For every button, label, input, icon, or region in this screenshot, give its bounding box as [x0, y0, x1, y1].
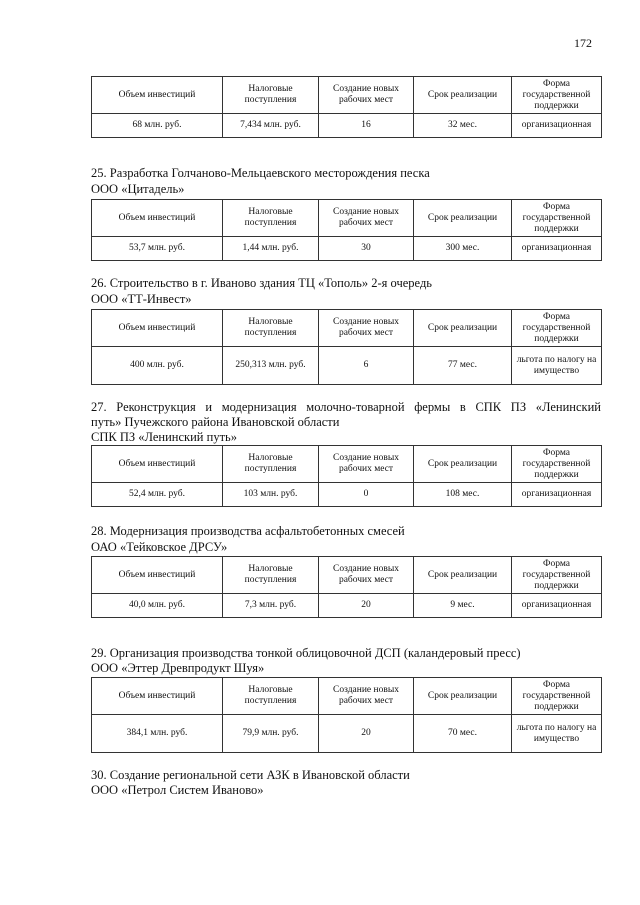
project-title-25: 25. Разработка Голчаново-Мельцаевского месторождения песка [91, 166, 430, 180]
cell-jobs: 20 [319, 715, 414, 753]
header-jobs: Создание новых рабочих мест [319, 77, 414, 114]
cell-investment: 40,0 млн. руб. [92, 594, 223, 618]
cell-support: организационная [512, 594, 602, 618]
table-row [92, 483, 602, 507]
investment-table-28 [91, 556, 602, 618]
cell-tax: 1,44 млн. руб. [223, 237, 319, 261]
header-investment: Объем инвестиций [92, 446, 223, 483]
header-term: Срок реализации [414, 557, 512, 594]
header-support: Форма государственной поддержки [512, 77, 602, 114]
header-investment: Объем инвестиций [92, 77, 223, 114]
company-name-29: ООО «Эттер Древпродукт Шуя» [91, 661, 265, 675]
table-row [92, 594, 602, 618]
investment-table-25 [91, 199, 602, 261]
header-jobs: Создание новых рабочих мест [319, 678, 414, 715]
header-jobs: Создание новых рабочих мест [319, 557, 414, 594]
cell-tax: 7,434 млн. руб. [223, 114, 319, 138]
cell-term: 77 мес. [414, 347, 512, 385]
header-jobs: Создание новых рабочих мест [319, 446, 414, 483]
investment-table-29 [91, 677, 602, 753]
header-term: Срок реализации [414, 200, 512, 237]
header-tax: Налоговые поступления [223, 200, 319, 237]
cell-investment: 68 млн. руб. [92, 114, 223, 138]
investment-table-26 [91, 309, 602, 385]
header-tax: Налоговые поступления [223, 446, 319, 483]
header-tax: Налоговые поступления [223, 310, 319, 347]
cell-jobs: 6 [319, 347, 414, 385]
cell-investment: 53,7 млн. руб. [92, 237, 223, 261]
investment-table-0 [91, 76, 602, 138]
company-name-27: СПК ПЗ «Ленинский путь» [91, 430, 237, 444]
table-header-row [92, 446, 602, 483]
table-row [92, 715, 602, 753]
header-tax: Налоговые поступления [223, 557, 319, 594]
cell-term: 108 мес. [414, 483, 512, 507]
header-term: Срок реализации [414, 446, 512, 483]
cell-support: организационная [512, 483, 602, 507]
header-support: Форма государственной поддержки [512, 310, 602, 347]
table-header-row [92, 557, 602, 594]
cell-support: льгота по налогу на имущество [512, 715, 602, 753]
cell-support: организационная [512, 114, 602, 138]
investment-table-27 [91, 445, 602, 507]
header-term: Срок реализации [414, 678, 512, 715]
page-number: 172 [574, 36, 592, 50]
table-row [92, 114, 602, 138]
cell-investment: 400 млн. руб. [92, 347, 223, 385]
cell-support: льгота по налогу на имущество [512, 347, 602, 385]
company-name-28: ОАО «Тейковское ДРСУ» [91, 540, 228, 554]
cell-investment: 384,1 млн. руб. [92, 715, 223, 753]
project-title-28: 28. Модернизация производства асфальтобетонных смесей [91, 524, 405, 538]
cell-jobs: 16 [319, 114, 414, 138]
project-title-27: 27. Реконструкция и модернизация молочно-товарной фермы в СПК ПЗ «Ленинский [91, 400, 601, 414]
header-investment: Объем инвестиций [92, 200, 223, 237]
table-header-row [92, 678, 602, 715]
table-header-row [92, 77, 602, 114]
header-term: Срок реализации [414, 310, 512, 347]
cell-jobs: 0 [319, 483, 414, 507]
cell-jobs: 20 [319, 594, 414, 618]
cell-jobs: 30 [319, 237, 414, 261]
header-tax: Налоговые поступления [223, 678, 319, 715]
table-row [92, 347, 602, 385]
table-header-row [92, 200, 602, 237]
header-support: Форма государственной поддержки [512, 446, 602, 483]
cell-term: 300 мес. [414, 237, 512, 261]
cell-tax: 79,9 млн. руб. [223, 715, 319, 753]
table-header-row [92, 310, 602, 347]
project-title-27-cont: путь» Пучежского района Ивановской области [91, 415, 340, 429]
header-support: Форма государственной поддержки [512, 557, 602, 594]
cell-term: 32 мес. [414, 114, 512, 138]
cell-tax: 7,3 млн. руб. [223, 594, 319, 618]
project-title-26: 26. Строительство в г. Иваново здания ТЦ «Тополь» 2-я очередь [91, 276, 433, 290]
company-name-25: ООО «Цитадель» [91, 182, 185, 196]
table-row [92, 237, 602, 261]
header-term: Срок реализации [414, 77, 512, 114]
header-tax: Налоговые поступления [223, 77, 319, 114]
header-jobs: Создание новых рабочих мест [319, 200, 414, 237]
cell-support: организационная [512, 237, 602, 261]
header-support: Форма государственной поддержки [512, 200, 602, 237]
header-support: Форма государственной поддержки [512, 678, 602, 715]
project-title-30: 30. Создание региональной сети АЗК в Ивановской области [91, 768, 410, 782]
company-name-30: ООО «Петрол Систем Иваново» [91, 783, 264, 797]
project-title-29: 29. Организация производства тонкой облицовочной ДСП (каландеровый пресс) [91, 646, 521, 660]
header-jobs: Создание новых рабочих мест [319, 310, 414, 347]
header-investment: Объем инвестиций [92, 557, 223, 594]
cell-term: 9 мес. [414, 594, 512, 618]
header-investment: Объем инвестиций [92, 310, 223, 347]
cell-tax: 250,313 млн. руб. [223, 347, 319, 385]
header-investment: Объем инвестиций [92, 678, 223, 715]
cell-term: 70 мес. [414, 715, 512, 753]
company-name-26: ООО «ТТ-Инвест» [91, 292, 192, 306]
cell-tax: 103 млн. руб. [223, 483, 319, 507]
cell-investment: 52,4 млн. руб. [92, 483, 223, 507]
